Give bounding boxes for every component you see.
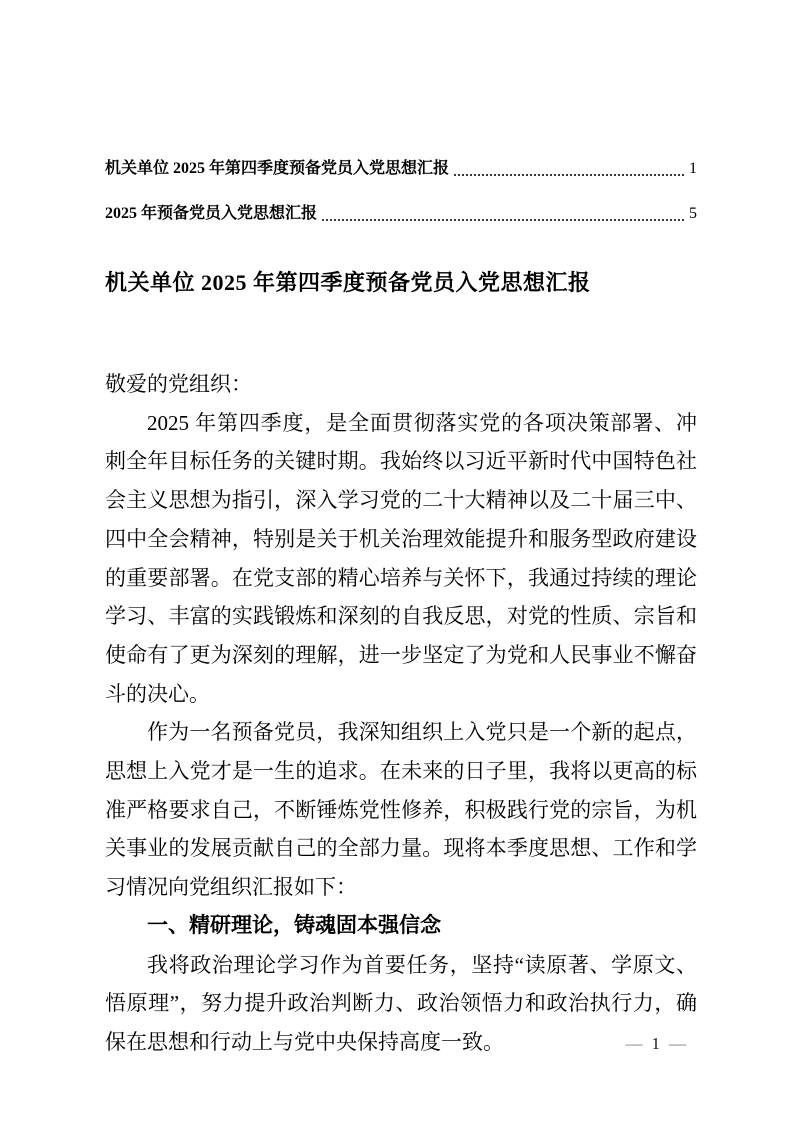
toc-leader-dots	[322, 219, 684, 221]
paragraph-2: 作为一名预备党员，我深知组织上入党只是一个新的起点，思想上入党才是一生的追求。在未来的日子里，我将以更高的标准严格要求自己，不断锤炼党性修养，积极践行党的宗旨，为机关事业的发展贡献自己的全部力量。现将本季度思想、工作和学习情况向党组织汇报如下：	[105, 720, 697, 900]
toc-entry-title: 机关单位 2025 年第四季度预备党员入党思想汇报	[105, 160, 450, 177]
salutation: 敬爱的党组织：	[105, 372, 252, 396]
table-of-contents	[105, 158, 697, 225]
footer-right-dash: —	[669, 1034, 686, 1053]
toc-leader-dots	[454, 174, 684, 176]
document-title: 机关单位 2025 年第四季度预备党员入党思想汇报	[105, 270, 591, 295]
footer-left-dash: —	[625, 1034, 643, 1053]
toc-entry-title: 2025 年预备党员入党思想汇报	[105, 205, 318, 222]
page-footer	[626, 1033, 687, 1055]
paragraph-1: 2025 年第四季度，是全面贯彻落实党的各项决策部署、冲刺全年目标任务的关键时期。我始终以习近平新时代中国特色社会主义思想为指引，深入学习党的二十大精神以及二十届三中、四中全会精神，特别是关于机关治理效能提升和服务型政府建设的重要部署。在党支部的精心培养与关怀下，我通过持续的理论学习、丰富的实践锻炼和深刻的自我反思，对党的性质、宗旨和使命有了更为深刻的理解，进一步坚定了为党和人民事业不懈奋斗的决心。	[105, 410, 697, 706]
toc-entry-2[interactable]	[105, 203, 697, 225]
toc-entry-1[interactable]	[105, 158, 697, 180]
toc-page-number: 1	[689, 160, 697, 177]
paragraph-3: 我将政治理论学习作为首要任务，坚持“读原著、学原文、悟原理”，努力提升政治判断力、政治领悟力和政治执行力，确保在思想和行动上与党中央保持高度一致。	[105, 952, 697, 1054]
footer-page-number: 1	[651, 1034, 660, 1053]
document-body	[105, 365, 697, 1062]
toc-page-number: 5	[689, 205, 697, 222]
page-content	[105, 158, 697, 1062]
section-heading-1: 一、精研理论，铸魂固本强信念	[147, 913, 441, 937]
